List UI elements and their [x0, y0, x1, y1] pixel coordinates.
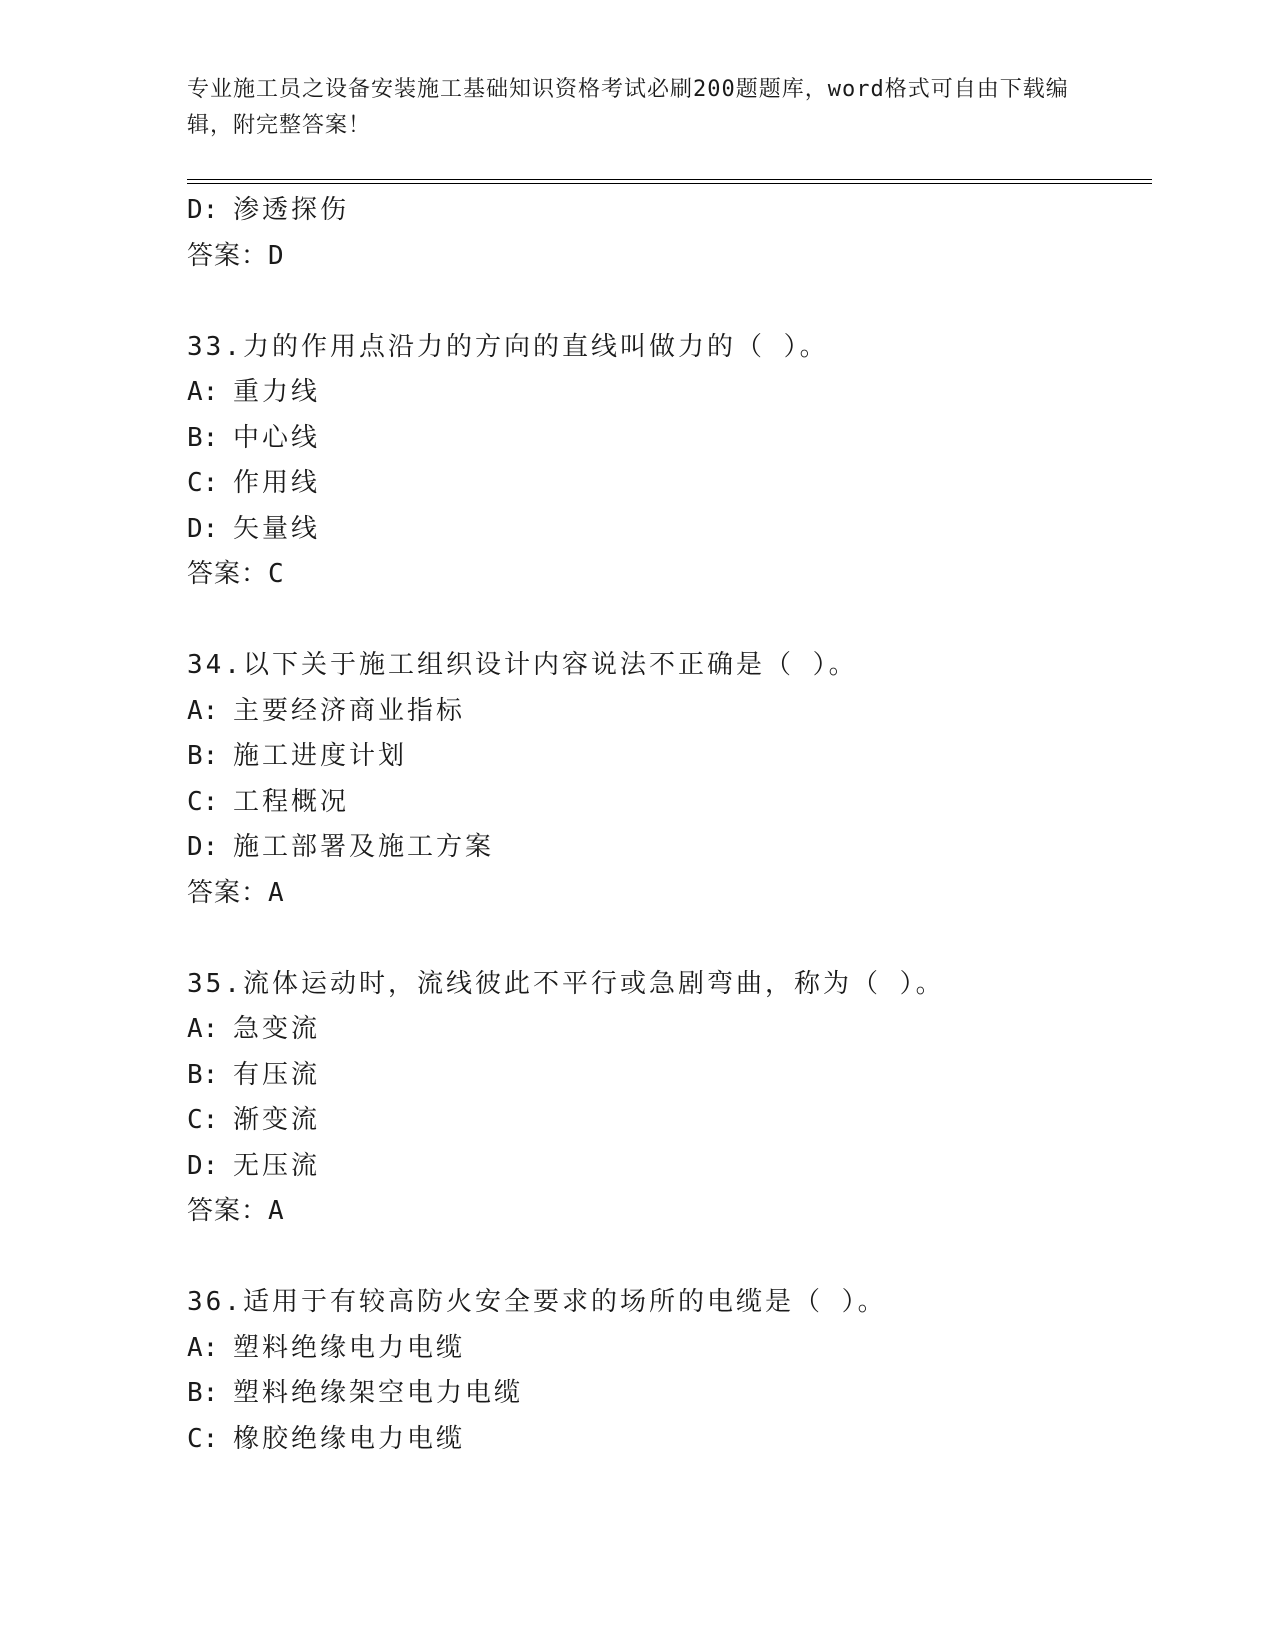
answer-line: 答案：A [187, 877, 285, 908]
document-header: 专业施工员之设备安装施工基础知识资格考试必刷200题题库，word格式可自由下载编辑，附完整答案！ [187, 77, 1069, 138]
option-line [187, 507, 1152, 553]
option-line [187, 1053, 1152, 1099]
option-key: B: [187, 741, 219, 771]
option-text: 主要经济商业指标 [233, 695, 466, 726]
option-line [187, 1371, 1152, 1417]
question-stem: 34.以下关于施工组织设计内容说法不正确是（ ）。 [187, 650, 858, 680]
option-line [187, 1098, 1152, 1144]
option-line [187, 370, 1152, 416]
option-text: 作用线 [233, 468, 321, 498]
option-key: B: [187, 422, 219, 453]
answer-line: 答案：A [187, 1196, 285, 1226]
option-line [187, 1417, 1152, 1463]
option-line [187, 689, 1152, 735]
option-key: D: [187, 195, 219, 225]
option-text: 无压流 [233, 1150, 321, 1181]
option-key: C: [187, 786, 219, 817]
option-text: 渗透探伤 [233, 195, 350, 225]
option-key: A: [187, 377, 219, 407]
option-text: 橡胶绝缘电力电缆 [233, 1423, 466, 1454]
option-text: 渐变流 [233, 1105, 321, 1135]
option-key: D: [187, 513, 219, 544]
option-line [187, 416, 1152, 462]
option-line [187, 1144, 1152, 1190]
question-stem: 36.适用于有较高防火安全要求的场所的电缆是（ ）。 [187, 1287, 887, 1317]
option-key: D: [187, 1150, 219, 1181]
option-text: 塑料绝缘电力电缆 [233, 1332, 466, 1363]
option-line [187, 188, 1152, 234]
option-text: 有压流 [233, 1059, 321, 1090]
option-text: 塑料绝缘架空电力电缆 [233, 1378, 524, 1408]
option-text: 矢量线 [233, 513, 321, 544]
answer-line: 答案：D [187, 240, 285, 271]
option-text: 重力线 [233, 377, 321, 407]
option-line [187, 1007, 1152, 1053]
answer-line: 答案：C [187, 559, 285, 589]
option-key: A: [187, 1014, 219, 1044]
option-key: C: [187, 1423, 219, 1454]
header-rule-bottom [187, 183, 1152, 184]
option-key: A: [187, 1332, 219, 1363]
question-stem: 35.流体运动时，流线彼此不平行或急剧弯曲，称为（ ）。 [187, 968, 945, 999]
option-key: B: [187, 1059, 219, 1090]
question-stem: 33.力的作用点沿力的方向的直线叫做力的（ ）。 [187, 331, 829, 362]
option-text: 中心线 [233, 422, 321, 453]
option-key: A: [187, 695, 219, 726]
option-key: B: [187, 1378, 219, 1408]
option-line [187, 461, 1152, 507]
question-list [187, 188, 1152, 1462]
option-line [187, 780, 1152, 826]
option-line [187, 825, 1152, 871]
option-key: C: [187, 468, 219, 498]
header-rule-top [187, 179, 1152, 180]
option-text: 施工部署及施工方案 [233, 832, 495, 862]
option-text: 急变流 [233, 1014, 321, 1044]
option-line [187, 734, 1152, 780]
option-line [187, 1326, 1152, 1372]
option-text: 工程概况 [233, 786, 350, 817]
option-text: 施工进度计划 [233, 741, 408, 771]
option-key: C: [187, 1105, 219, 1135]
option-key: D: [187, 832, 219, 862]
